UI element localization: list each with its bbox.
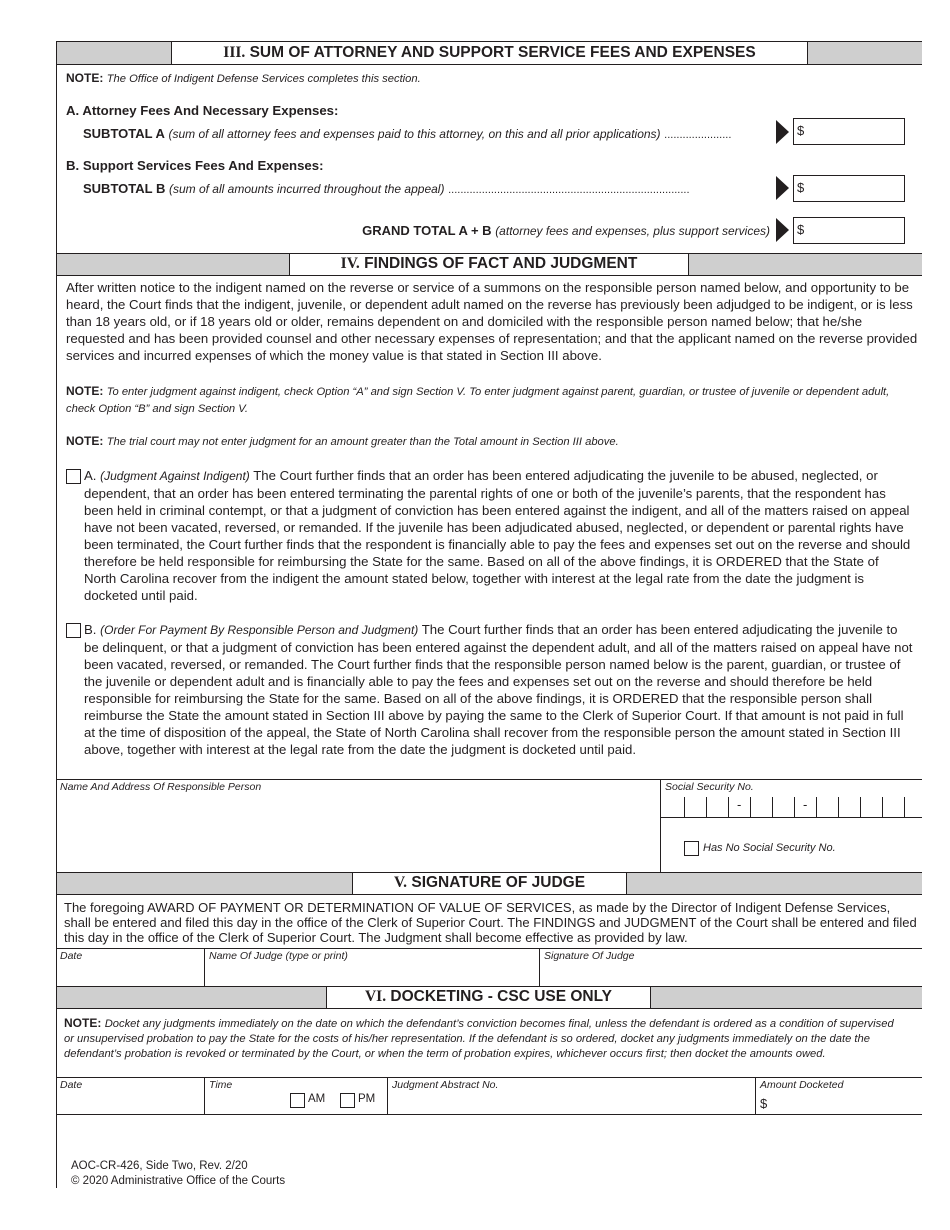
support-services-heading: B. Support Services Fees And Expenses: bbox=[66, 158, 324, 173]
ssn-label: Social Security No. bbox=[665, 781, 754, 793]
judge-signature-label: Signature Of Judge bbox=[544, 950, 635, 962]
option-b-checkbox[interactable] bbox=[66, 623, 81, 638]
section-3-note: NOTE: The Office of Indigent Defense Services completes this section. bbox=[66, 71, 421, 85]
subtotal-a-field[interactable]: $ bbox=[793, 118, 905, 145]
divider bbox=[660, 779, 661, 872]
name-address-label: Name And Address Of Responsible Person bbox=[60, 781, 262, 793]
section-5-title: V. SIGNATURE OF JUDGE bbox=[352, 873, 627, 894]
divider bbox=[755, 1077, 756, 1114]
section-4-title: IV. FINDINGS OF FACT AND JUDGMENT bbox=[289, 254, 689, 275]
judgment-abstract-label: Judgment Abstract No. bbox=[392, 1079, 499, 1091]
option-b-text: B. (Order For Payment By Responsible Person and Judgment) The Court further finds that an order has been entered adjudicating the juvenile to be delinquent, or that a judgment of conviction has been entered against the dependent adult, and all of the matters raised on appeal have not been vacated, reversed, or remanded. The Court further finds that the responsible person named below is the parent, guardian, or trustee of the juvenile or dependent adult and is financially able to pay the fees and expenses set out on the reverse and should therefore be held responsible for reimbursing the State for the same. Based on all of the above findings, it is ORDERED that the responsible person shall reimburse the State the amount stated in Section III above by paying the same to the Clerk of Superior Court. If that amount is not paid in full at the time of disposition of the appeal, the State of North Carolina shall recover from the responsible person the amount stated in Section III above, together with interest at the legal rate from the date the judgment is docketed until paid. bbox=[84, 622, 913, 757]
docket-time-label: Time bbox=[209, 1079, 233, 1091]
judge-date-field[interactable] bbox=[57, 964, 203, 985]
section-3-number: III. bbox=[223, 44, 246, 61]
grand-total-field[interactable]: $ bbox=[793, 217, 905, 244]
section-3-title bbox=[171, 42, 808, 64]
docket-date-label: Date bbox=[60, 1079, 83, 1091]
option-a-text: A. (Judgment Against Indigent) The Court further finds that an order has been entered adjudicating the juvenile to be abused, neglected, or dependent, that an order has been entered terminating the parental rights of one or both of the juvenile’s parents, that the respondent has been held in criminal contempt, or that a judgment of conviction has been entered against the indigent, and all of the matters raised on appeal have not been vacated, reversed, or remanded. If the juvenile has been adjudicated abused, neglected, or dependent or parental rights have been terminated, the Court further finds that the respondent is financially able to pay the fees and expenses set out on the reverse and should therefore be held responsible for reimbursing the State for the same. Based on all of the above findings, it is ORDERED that the State of North Carolina recover from the indigent the amount stated below, together with interest at the legal rate from the date the judgment is docketed until paid. bbox=[84, 468, 911, 603]
divider bbox=[204, 1077, 205, 1114]
attorney-fees-heading: A. Attorney Fees And Necessary Expenses: bbox=[66, 103, 339, 118]
no-ssn-checkbox[interactable] bbox=[684, 841, 699, 856]
section-4-header bbox=[56, 253, 922, 276]
pm-checkbox[interactable] bbox=[340, 1093, 355, 1108]
section-6-header bbox=[56, 986, 922, 1009]
divider bbox=[387, 1077, 388, 1114]
am-label: AM bbox=[308, 1093, 326, 1105]
divider bbox=[56, 1077, 922, 1078]
section-3-header bbox=[56, 41, 922, 65]
divider bbox=[660, 817, 922, 818]
divider bbox=[56, 948, 922, 949]
subtotal-b-field[interactable]: $ bbox=[793, 175, 905, 202]
amount-docketed-field[interactable]: $ bbox=[760, 1096, 768, 1111]
form-left-border bbox=[56, 41, 57, 1188]
pm-label: PM bbox=[358, 1093, 376, 1105]
subtotal-a-line: SUBTOTAL A (sum of all attorney fees and expenses paid to this attorney, on this and all prior applications) ...................... bbox=[83, 126, 732, 141]
docket-date-field[interactable] bbox=[57, 1092, 203, 1113]
docketing-note: NOTE: Docket any judgments immediately on the date on which the defendant’s conviction becomes final, unless the defendant is ordered as a condition of supervised or unsupervised probation to pay the State for the costs of his/her representation. If the defendant is so ordered, docket any judgments immediately on the date the defendant’s probation is revoked or terminated by the Court, or when the term of probation expires, whichever occurs first; then docket the amounts owed. bbox=[64, 1016, 894, 1060]
arrow-icon bbox=[776, 176, 789, 200]
grand-total-line: GRAND TOTAL A + B (attorney fees and expenses, plus support services) bbox=[362, 223, 770, 238]
judgment-abstract-field[interactable] bbox=[392, 1092, 752, 1113]
subtotal-b-line: SUBTOTAL B (sum of all amounts incurred throughout the appeal) ............................................................................... bbox=[83, 181, 690, 196]
arrow-icon bbox=[776, 218, 789, 242]
findings-note-1: NOTE: To enter judgment against indigent, check Option “A” and sign Section V. To enter judgment against parent, guardian, or trustee of juvenile or dependent adult, check Option “B” and sign Section V. bbox=[66, 384, 890, 415]
form-id: AOC-CR-426, Side Two, Rev. 2/20 bbox=[71, 1160, 248, 1172]
judge-name-label: Name Of Judge (type or print) bbox=[209, 950, 348, 962]
amount-docketed-label: Amount Docketed bbox=[760, 1079, 844, 1091]
divider bbox=[56, 779, 922, 780]
name-address-field[interactable] bbox=[60, 797, 656, 869]
copyright: © 2020 Administrative Office of the Courts bbox=[71, 1175, 286, 1187]
divider bbox=[56, 1114, 922, 1115]
section-5-header bbox=[56, 872, 922, 895]
no-ssn-label: Has No Social Security No. bbox=[703, 842, 836, 854]
signature-statement: The foregoing AWARD OF PAYMENT OR DETERMINATION OF VALUE OF SERVICES, as made by the Director of Indigent Defense Services, shall be entered and filed this day in the office of the Clerk of Superior Court. The FINDINGS and JUDGMENT of the Court shall be entered and filed this day in the office of the Clerk of Superior Court. The Judgment shall become effective as provided by law. bbox=[64, 900, 917, 945]
option-a-checkbox[interactable] bbox=[66, 469, 81, 484]
arrow-icon bbox=[776, 120, 789, 144]
findings-intro: After written notice to the indigent named on the reverse or service of a summons on the responsible person named below, and opportunity to be heard, the Court finds that the indigent, juvenile, or dependent adult named on the reverse has previously been adjudged to be indigent, or is less than 18 years old, or if 18 years old or older, remains dependent on and domiciled with the responsible person named below; that he/she requested and has been provided counsel and other necessary expenses of representation; and that the applicant named on the reverse provided services and incurred expenses of which the money value is that stated in Section III above. bbox=[66, 280, 918, 363]
judge-name-field[interactable] bbox=[205, 964, 538, 985]
judge-signature-field[interactable] bbox=[540, 964, 921, 985]
findings-note-2: NOTE: The trial court may not enter judgment for an amount greater than the Total amount in Section III above. bbox=[66, 434, 619, 448]
judge-date-label: Date bbox=[60, 950, 83, 962]
am-checkbox[interactable] bbox=[290, 1093, 305, 1108]
section-3-title-text: SUM OF ATTORNEY AND SUPPORT SERVICE FEES AND EXPENSES bbox=[249, 44, 756, 61]
section-6-title: VI. DOCKETING - CSC USE ONLY bbox=[326, 987, 651, 1008]
